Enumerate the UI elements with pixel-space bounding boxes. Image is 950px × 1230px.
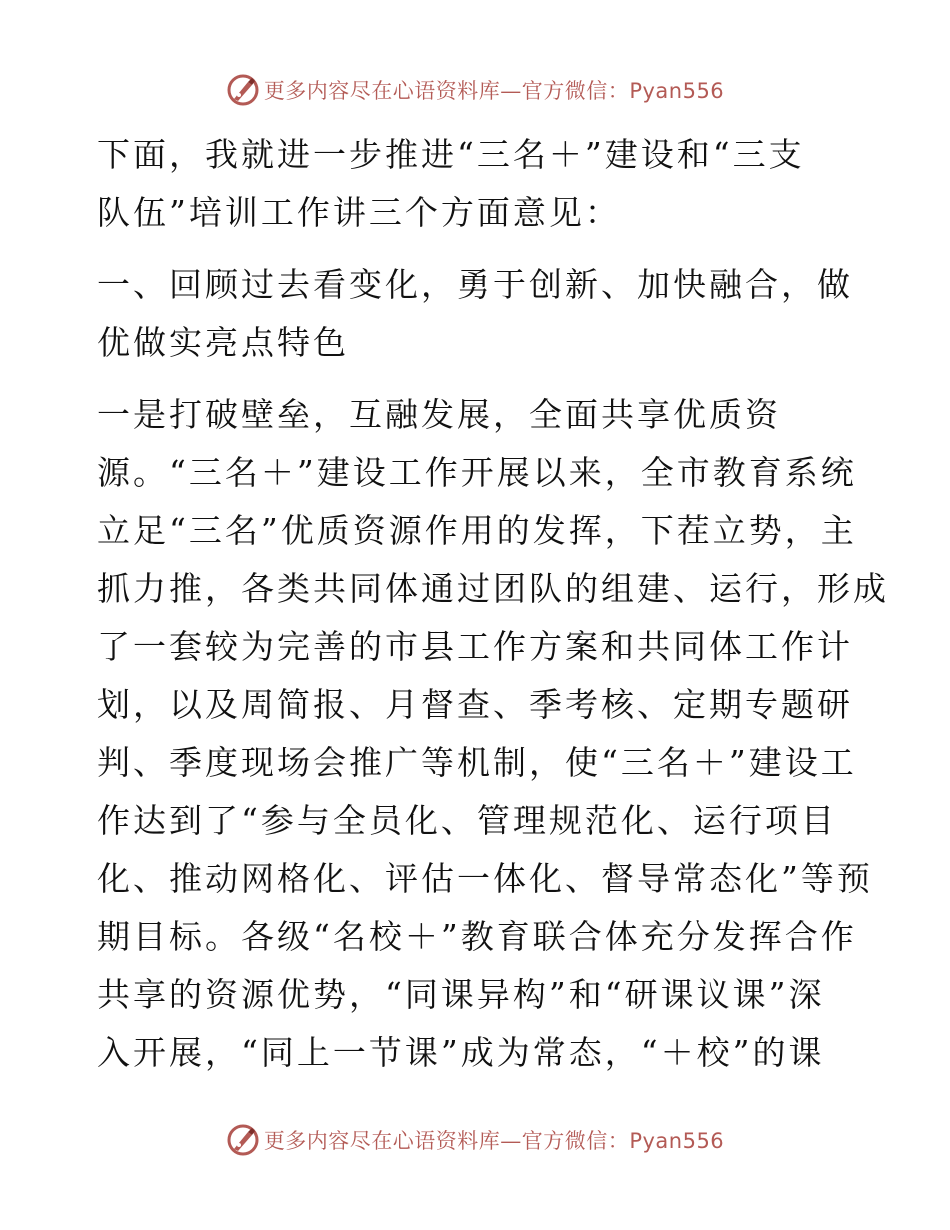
paragraph-intro (97, 126, 857, 242)
pen-logo-icon (226, 1123, 260, 1157)
document-body (97, 126, 889, 1082)
text-line: 一、回顾过去看变化，勇于创新、加快融合，做 (97, 265, 853, 304)
banner-wechat-id: Pyan556 (629, 1129, 725, 1153)
text-line: 下面，我就进一步推进“三名＋”建设和“三支 (97, 135, 805, 174)
banner-text (264, 75, 724, 105)
footer-banner (0, 1120, 950, 1160)
text-line: 一是打破壁垒，互融发展，全面共享优质资 (97, 395, 781, 434)
banner-label: 更多内容尽在心语资料库—官方微信： (263, 1129, 630, 1153)
pen-logo-icon (226, 73, 260, 107)
text-line: 优做实亮点特色 (97, 323, 349, 362)
text-line: 了一套较为完善的市县工作方案和共同体工作计 (97, 627, 853, 666)
text-line: 作达到了“参与全员化、管理规范化、运行项目 (97, 801, 837, 840)
text-line: 判、季度现场会推广等机制，使“三名＋”建设工 (97, 743, 857, 782)
text-line: 化、推动网格化、评估一体化、督导常态化”等预 (97, 859, 873, 898)
text-line: 抓力推，各类共同体通过团队的组建、运行，形成 (97, 569, 889, 608)
text-line: 共享的资源优势，“同课异构”和“研课议课”深 (97, 975, 825, 1014)
text-line: 立足“三名”优质资源作用的发挥，下茬立势，主 (97, 511, 857, 550)
banner-label: 更多内容尽在心语资料库—官方微信： (263, 79, 630, 103)
text-line: 划，以及周简报、月督查、季考核、定期专题研 (97, 685, 853, 724)
text-line: 期目标。各级“名校＋”教育联合体充分发挥合作 (97, 917, 857, 956)
text-line: 队伍”培训工作讲三个方面意见： (97, 193, 621, 232)
banner-wechat-id: Pyan556 (629, 79, 725, 103)
text-line: 源。“三名＋”建设工作开展以来，全市教育系统 (97, 453, 857, 492)
paragraph-body (97, 386, 889, 1082)
header-banner (0, 70, 950, 110)
banner-text (264, 1125, 724, 1155)
section-heading (97, 256, 857, 372)
text-line: 入开展，“同上一节课”成为常态，“＋校”的课 (97, 1033, 825, 1072)
